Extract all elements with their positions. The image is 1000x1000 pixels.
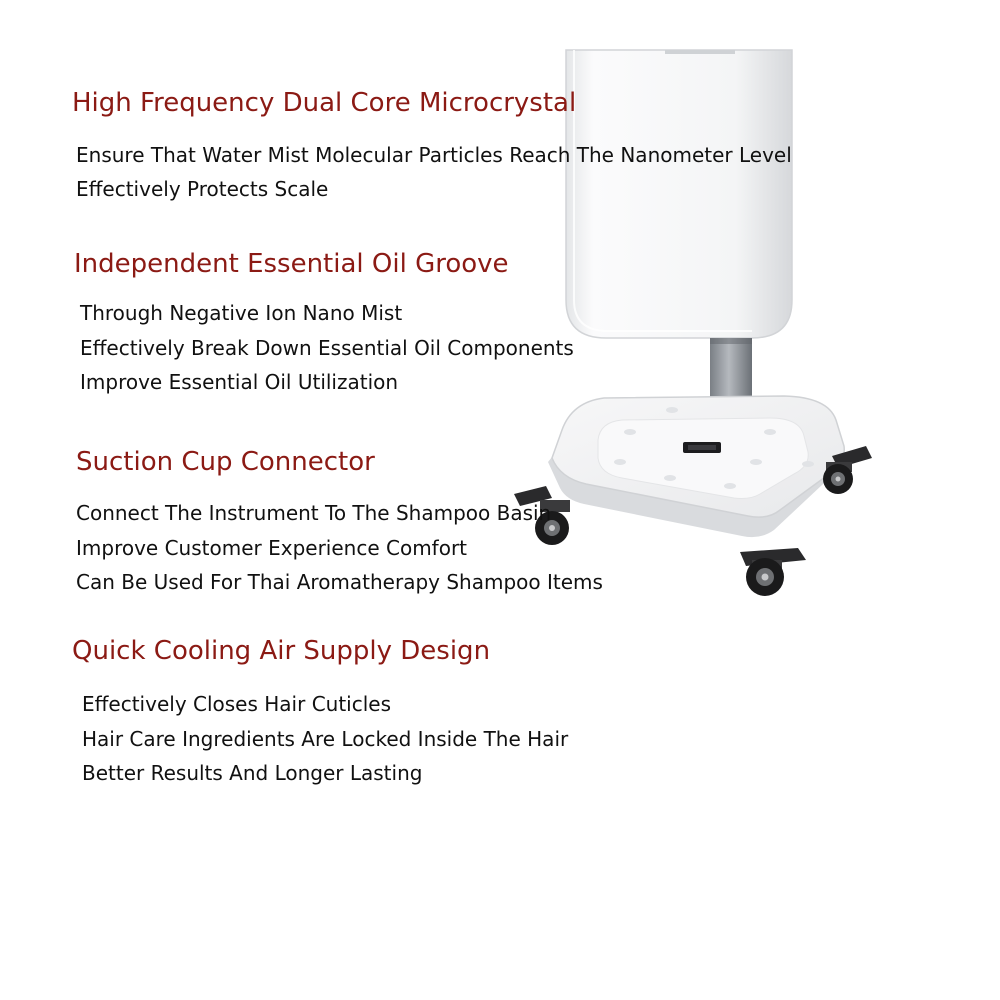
feature-line: Effectively Protects Scale <box>76 177 329 201</box>
feature-line: Through Negative Ion Nano Mist <box>80 301 403 325</box>
feature-line: Effectively Break Down Essential Oil Components <box>80 336 574 360</box>
feature-line: Improve Essential Oil Utilization <box>80 370 399 394</box>
heading-suction-cup: Suction Cup Connector <box>76 447 375 477</box>
heading-cooling-air: Quick Cooling Air Supply Design <box>72 636 491 666</box>
caster-wheel-front-right <box>740 548 806 596</box>
feature-line: Effectively Closes Hair Cuticles <box>82 692 392 716</box>
feature-line: Can Be Used For Thai Aromatherapy Shampoo Items <box>76 570 603 594</box>
feature-line: Ensure That Water Mist Molecular Particles Reach The Nanometer Level <box>76 143 792 167</box>
feature-line: Improve Customer Experience Comfort <box>76 536 468 560</box>
heading-essential-oil-groove: Independent Essential Oil Groove <box>74 249 509 279</box>
steamer-base <box>548 396 844 537</box>
feature-line: Hair Care Ingredients Are Locked Inside The Hair <box>82 727 569 751</box>
heading-microcrystal: High Frequency Dual Core Microcrystal <box>72 88 577 118</box>
steamer-body <box>566 50 792 338</box>
feature-line: Connect The Instrument To The Shampoo Basin <box>76 501 552 525</box>
feature-line: Better Results And Longer Lasting <box>82 761 423 785</box>
